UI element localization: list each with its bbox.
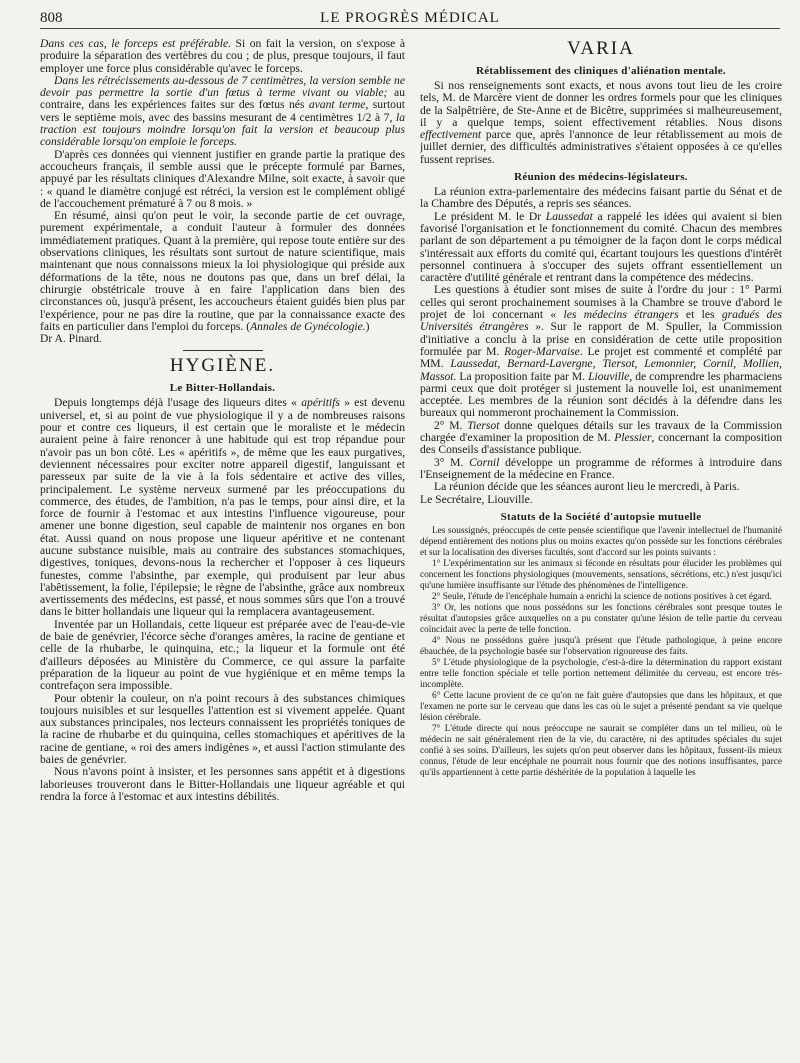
section-title-varia: VARIA (567, 38, 635, 59)
paragraph: Depuis longtemps déjà l'usage des liqueurs dites « apéritifs » est devenu universel, et, si au point de vue physiologique il y a de nombreuses raisons pour et contre ces liqueurs, il est certain que le moraliste et le médecin auraient peine à faire renoncer à une habitude qui est trop répandue pour n'avoir pas un bon côté. Les « apéritifs », de même que les eaux purgatives, deviennent nécessaires pour exciter notre appareil digestif, languissant et paresseux par suite de la vie à la fois sédentaire et active des villes, principalement. Le système nerveux surmené par les préoccupations du commerce, des études, de l'ambition, n'a pas le temps, pour ainsi dire, et la force de fournir à l'estomac et aux intestins l'influence vigoureuse, pour amener une bonne digestion, seul capable de maintenir nos organes en bon état. Aussi quand on nous propose une liqueur apéritive et ne contenant aucune substance nuisible, mais au contraire des substances stomachiques, digestives, toniques, devons-nous la rechercher et l'opposer à ces liqueurs funestes, comme l'absinthe, par exemple, qui produisent par leur abus l'abêtissement, la folie, l'épilepsie; le règne de l'absinthe, grâce aux nombreux avertissements des médecins, est passé, et nous sommes sûrs que l'on a trouvé dans le bitter hollandais une liqueur qui la remplacera avantageusement. (40, 396, 405, 619)
statuts-paragraph: 5° L'étude physiologique de la psychologie, c'est-à-dire la détermination du rapport existant entre telle fonction spéciale et telle portion nettement délimitée du cerveau, est encore très-incomplète. (420, 657, 782, 690)
statuts-paragraph: 2° Seule, l'étude de l'encéphale humain a enrichi la science de notions positives à cet égard. (432, 591, 772, 602)
article-title-statuts: Statuts de la Société d'autopsie mutuelle (500, 510, 702, 523)
secretary-signature: Le Secrétaire, Liouville. (420, 492, 533, 506)
statuts-paragraph: 1° L'expérimentation sur les animaux si féconde en résultats pour élucider les problèmes qui concernent les fonctions physiologiques (mouvements, sensations, sécrétions, etc.) n'est jusqu'ici qu'une lumière insuffisante sur l'étude des phénomènes de l'intelligence. (420, 558, 782, 591)
paragraph: 2° M. Tiersot donne quelques détails sur les travaux de la Commission chargée d'examiner la proposition de M. Plessier, concernant la composition des Conseils d'assistance publique. (420, 418, 782, 457)
paragraph: La réunion extra-parlementaire des médecins faisant partie du Sénat et de la Chambre des Députés, a repris ses séances. (420, 185, 782, 211)
paragraph: Dans ces cas, le forceps est préférable. Si on fait la version, on s'expose à produire la séparation des vertèbres du cou ; de plus, presque toujours, il faut employer une force plus considérable qu'avec le forceps. (40, 38, 405, 75)
statuts-paragraph: 7° L'étude directe qui nous préoccupe ne saurait se compléter dans un tel milieu, où le médecin ne sait généralement rien de la vie, du caractère, ni des aptitudes spéciales du sujet confié à ses soins. D'ailleurs, les sujets qu'on peut observer dans les hôpitaux, fussent-ils mieux connus, l'étude de leur encéphale ne pourrait nous fournir que des notions insuffisantes, parce qu'ils appartiennent à cette partie déshéritée de la population à laquelle les (420, 723, 782, 778)
section-title-hygiene: HYGIÈNE. (169, 355, 276, 377)
paragraph: Le président M. le Dr Laussedat a rappelé les idées qui avaient si bien favorisé l'organisation et le fonctionnement du comité. Chacun des membres parlant de son département a pu témoigner de la façon dont le corps médical s'intéressait aux efforts du comité qui, écartant toujours les questions d'intérêt personnel continuera à s'occuper des sujets offrant essentiellement un caractère d'utilité générale et rentrant dans la compétence des médecins. (420, 209, 782, 285)
paragraph: La réunion décide que les séances auront lieu le mercredi, à Paris. (434, 480, 740, 494)
statuts-paragraph: 6° Cette lacune provient de ce qu'on ne fait guère d'autopsies que dans les hôpitaux, et que l'examen ne porte sur le cerveau que dans les cas où le sujet a présenté pendant sa vie quelque lésion cérébrale. (420, 690, 782, 723)
article-title-reunion: Réunion des médecins-législateurs. (514, 171, 688, 184)
paragraph: Nous n'avons point à insister, et les personnes sans appétit et à digestions laborieuses trouveront dans le Bitter-Hollandais une liqueur agréable et qui rendra la force à l'estomac et aux intestins débilités. (40, 765, 405, 803)
page-header (40, 8, 780, 29)
paragraph: Dans les rétrécissements au-dessous de 7 centimètres, la version semble ne devoir pas permettre la sortie d'un fœtus à terme vivant ou viable; au contraire, dans les expériences faites sur des fœtus nés avant terme, surtout vers le septième mois, avec des bassins mesurant de 4 centimètres 1/2 à 7, la traction est toujours moindre lorsqu'on fait la version et beaucoup plus considérable lorsqu'on emploie le forceps. (40, 73, 405, 149)
left-column (40, 38, 405, 803)
journal-title: LE PROGRÈS MÉDICAL (320, 10, 500, 26)
paragraph: Inventée par un Hollandais, cette liqueur est préparée avec de l'eau-de-vie de baie de genévrier, l'écorce sèche d'oranges amères, la racine de gentiane et celle de la rhubarbe, le quinquina, etc.; la liqueur et la formule ont été d'ailleurs déposées au Ministère du Commerce, ce qui assure la parfaite préparation de la liqueur au point de vue hygiénique et en même temps la contrefaçon sera impossible. (40, 617, 405, 693)
article-title-cliniques: Rétablissement des cliniques d'aliénation mentale. (476, 65, 726, 77)
paragraph: 3° M. Cornil développe un programme de réformes à introduire dans l'Enseignement de la médecine en France. (420, 455, 782, 481)
paragraph: Les questions à étudier sont mises de suite à l'ordre du jour : 1° Parmi celles qui seront prochainement soumises à la Chambre se trouve d'abord le projet de loi concernant « les médecins étrangers et les gradués des Universités étrangères ». Sur le rapport de M. Spuller, la Commission d'initiative a conclu à la prise en considération de cette utile proposition formulée par M. Roger-Marvaise. Le projet est commenté et complété par MM. Laussedat, Bernard-Lavergne, Tiersot, Lemonnier, Cornil, Mollien, Massot. La proposition faite par M. Liouville, de comprendre les pharmaciens parmi ceux que doit protéger si justement la nouvelle loi, est unanimement acceptée. Les membres de la réunion sont décidés à la défendre dans les bureaux qui nommeront prochainement la Commission. (420, 283, 782, 420)
paragraph: En résumé, ainsi qu'on peut le voir, la seconde partie de cet ouvrage, purement expérimentale, a conduit l'auteur à formuler des données immédiatement pratiques. Quant à la première, qui repose toute entière sur des observations cliniques, les résultats sont surtout de nature scientifique, mais maintenant que nous connaissons mieux la loi physiologique qui préside aux déformations de la tête, nous ne doutons pas que, dans un bref délai, la chirurgie obstétricale trouve à en faire l'application dans bien des circonstances où, jusqu'à présent, les accoucheurs étaient guidés bien plus par l'expérience, pour ne pas dire la routine, que par la connaissance exacte des faits en particulier dans l'emploi du forceps. (Annales de Gynécologie.) (40, 209, 405, 333)
section-divider (183, 350, 263, 351)
right-column (420, 38, 782, 779)
author-signature: Dr A. Pinard. (40, 332, 102, 346)
statuts-paragraph: Les soussignés, préoccupés de cette pensée scientifique que l'avenir intellectuel de l'humanité dépend entièrement des notions plus ou moins exactes qu'on possède sur les fonctions cérébrales et sur la localisation des diverses facultés, sont d'accord sur les points suivants : (420, 525, 782, 558)
paragraph: D'après ces données qui viennent justifier en grande partie la pratique des accoucheurs français, il semble aussi que le précepte formulé par Barnes, appuyé par les résultats cliniques d'Alexandre Milne, soit exacte, à savoir que : « quand le diamètre conjugé est rétréci, la version est le complément obligé de l'accouchement prématuré à 7 ou 8 mois. » (40, 147, 405, 210)
statuts-paragraph: 4° Nous ne possédons guère jusqu'à présent que l'étude pathologique, à peine encore ébauchée, de la psychologie basée sur l'observation rigoureuse des faits. (420, 635, 782, 657)
paragraph: Si nos renseignements sont exacts, et nous avons tout lieu de les croire tels, M. de Marcère vient de donner les ordres formels pour que les cliniques de la Salpêtrière, de Ste-Anne et de Bicêtre, supprimées si malheureusement, il y a quelque temps, soient effectivement rétablies. Nous disons effectivement parce que, après l'annonce de leur rétablissement au mois de juillet dernier, des difficultés administratives s'étaient opposées à ce qu'elles fussent reprises. (420, 79, 782, 166)
article-title-bitter: Le Bitter-Hollandais. (169, 382, 276, 395)
page-number: 808 (40, 10, 63, 26)
paragraph: Pour obtenir la couleur, on n'a point recours à des substances chimiques toujours nuisibles et sur lesquelles l'attention est si vivement appelée. Quant aux substances principales, nos lecteurs connaissent les propriétés toniques de la racine de rhubarbe et du quinquina, celles stomachiques et apéritives de la racine de gentiane, « roi des amers indigènes », et aussi l'action stimulante des baies de genévrier. (40, 691, 405, 767)
statuts-paragraph: 3° Or, les notions que nous possédons sur les fonctions cérébrales sont presque toutes le résultat d'autopsies grâce auxquelles on a pu constater qu'une lésion de telle partie du cerveau coïncidait avec la perte de telle fonction. (420, 602, 782, 635)
